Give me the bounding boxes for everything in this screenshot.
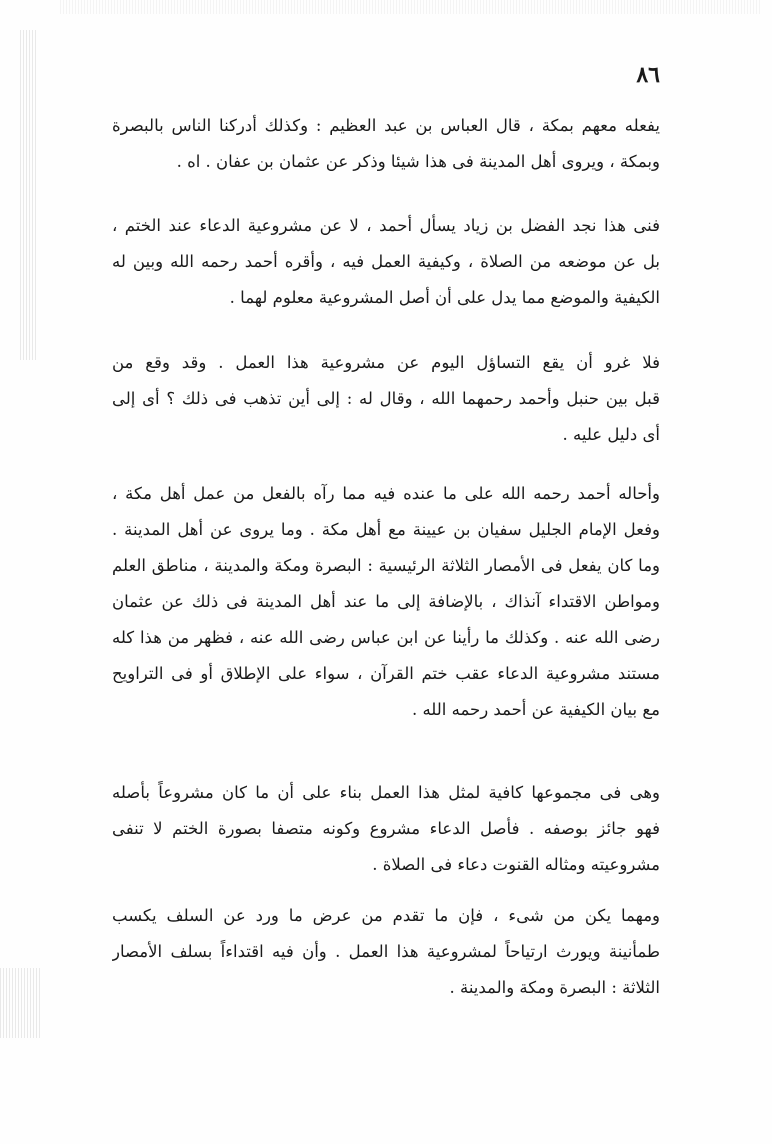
text-line: وأحاله أحمد رحمه الله على ما عنده فيه مما رآه بالفعل من عمل أهل مكة ، (112, 484, 660, 503)
text-line: وبمكة ، ويروى أهل المدينة فى هذا شيئا وذكر عن عثمان بن عفان . اه . (176, 152, 660, 171)
text-line: وفعل الإمام الجليل سفيان بن عيينة مع أهل مكة . وما يروى عن أهل المدينة . (112, 520, 660, 539)
paragraph-6 (112, 898, 660, 1006)
text-line: مع بيان الكيفية عن أحمد رحمه الله . (411, 700, 660, 719)
text-line: أى دليل عليه . (562, 425, 660, 444)
scan-noise-left (20, 30, 38, 360)
text-line: فهو جائز بوصفه . فأصل الدعاء مشروع وكونه متصفا بصورة الختم لا تنفى (112, 819, 660, 838)
paragraph-1 (112, 108, 660, 180)
page-number: ٨٦ (636, 62, 660, 88)
text-line: فنى هذا نجد الفضل بن زياد يسأل أحمد ، لا عن مشروعية الدعاء عند الختم ، (112, 216, 660, 235)
paragraph-5 (112, 775, 660, 883)
text-line: ومهما يكن من شىء ، فإن ما تقدم من عرض ما ورد عن السلف يكسب (112, 906, 660, 925)
paragraph-4 (112, 476, 660, 728)
text-line: يفعله معهم بمكة ، قال العباس بن عبد العظيم : وكذلك أدركنا الناس بالبصرة (112, 116, 660, 135)
text-line: الثلاثة : البصرة ومكة والمدينة . (449, 978, 660, 997)
text-line: وما كان يفعل فى الأمصار الثلاثة الرئيسية : البصرة ومكة والمدينة ، مناطق العلم (112, 556, 660, 575)
text-line: رضى الله عنه . وكذلك ما رأينا عن ابن عباس رضى الله عنه ، فظهر من هذا كله (112, 628, 660, 647)
text-line: الكيفية والموضع مما يدل على أن أصل المشروعية معلوم لهما . (229, 288, 660, 307)
scan-noise-top (60, 0, 760, 14)
text-line: فلا غرو أن يقع التساؤل اليوم عن مشروعية هذا العمل . وقد وقع من (112, 353, 660, 372)
text-line: مشروعيته ومثاله القنوت دعاء فى الصلاة . (372, 855, 660, 874)
text-line: بل عن موضعه من الصلاة ، وكيفية العمل فيه ، وأقره أحمد رحمه الله وبين له (112, 252, 660, 271)
text-line: مستند مشروعية الدعاء عقب ختم القرآن ، سواء على الإطلاق أو فى التراويح (112, 664, 660, 683)
scan-noise-bottom-left (0, 968, 40, 1038)
paragraph-2 (112, 208, 660, 316)
text-line: ومواطن الاقتداء آنذاك ، بالإضافة إلى ما عند أهل المدينة فى ذلك عن عثمان (112, 592, 660, 611)
text-line: طمأنينة ويورث ارتياحاً لمشروعية هذا العمل . وأن فيه اقتداءاً بسلف الأمصار (112, 942, 660, 961)
text-line: وهى فى مجموعها كافية لمثل هذا العمل بناء على أن ما كان مشروعاً بأصله (112, 783, 660, 802)
paragraph-3 (112, 345, 660, 453)
text-line: قبل بين حنبل وأحمد رحمهما الله ، وقال له : إلى أين تذهب فى ذلك ؟ أى إلى (112, 389, 660, 408)
